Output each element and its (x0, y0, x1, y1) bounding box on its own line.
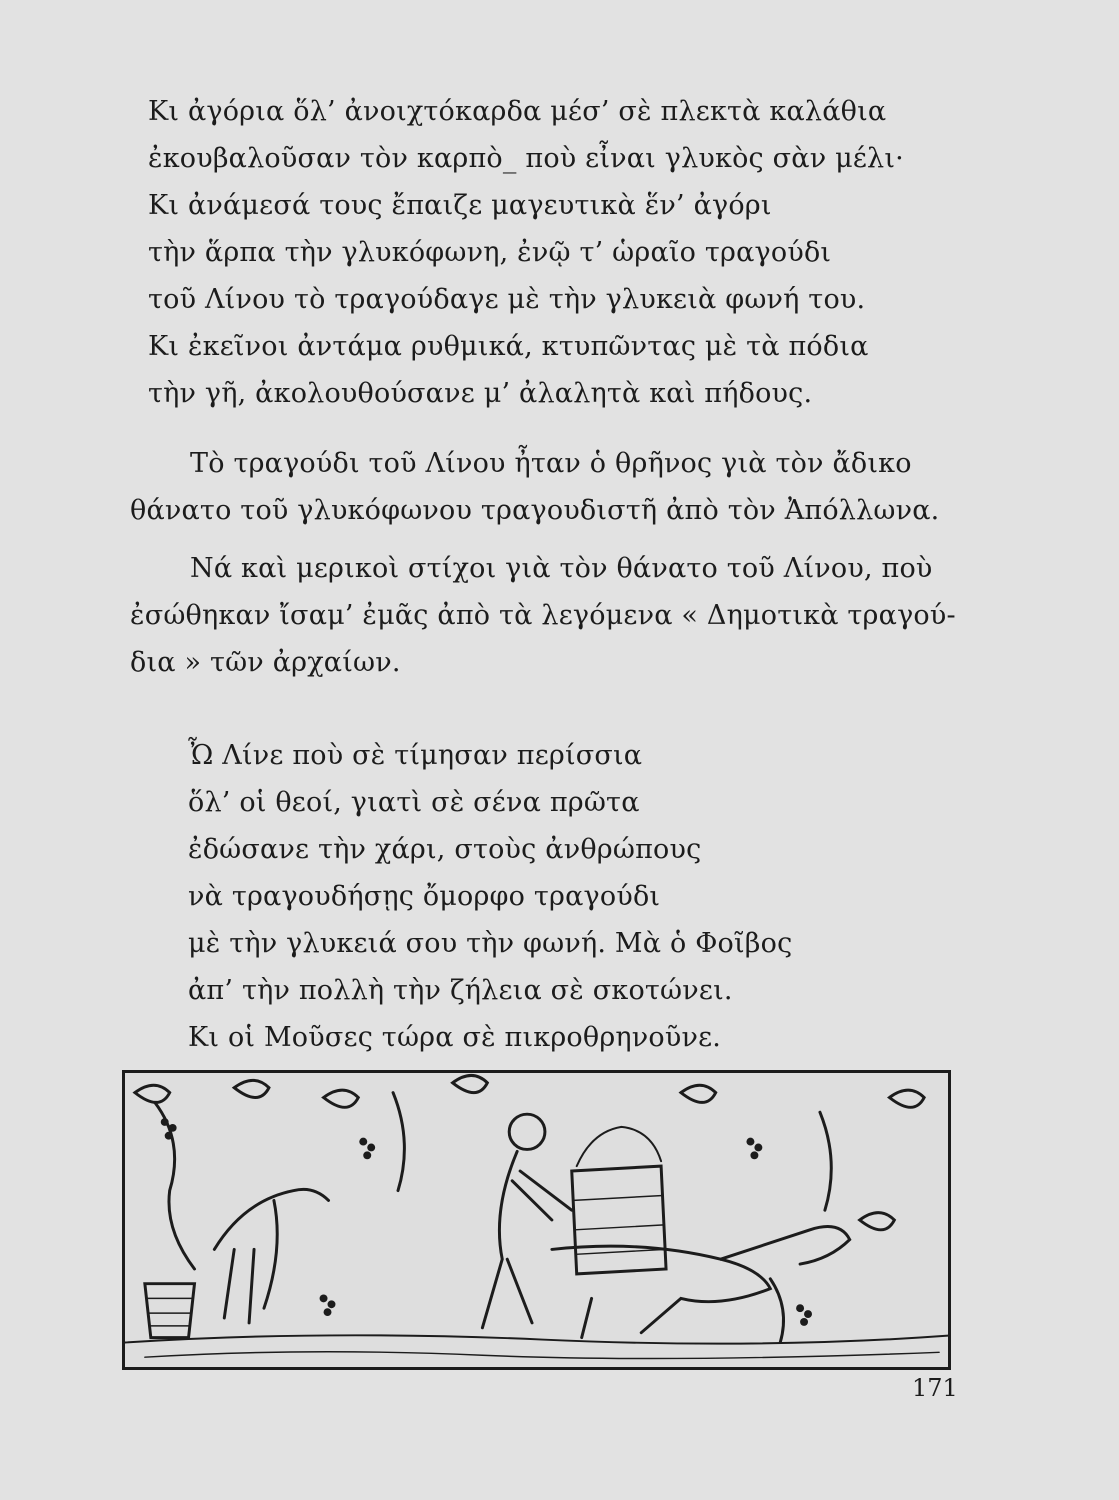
page-number: 171 (912, 1374, 958, 1402)
poem-line: ἐδώσανε τὴν χάρι, στοὺς ἀνθρώπους (188, 834, 702, 865)
poem-line: ἐκουβαλοῦσαν τὸν καρπὸ_ ποὺ εἶναι γλυκὸς σὰν μέλι· (148, 143, 904, 174)
poem-line: νὰ τραγουδήσῃς ὄμορφο τραγούδι (188, 881, 661, 912)
poem-line: τὴν γῆ, ἀκολουθούσανε μ’ ἀλαλητὰ καὶ πήδους. (148, 378, 813, 409)
grape-harvest-illustration (122, 1070, 951, 1370)
poem-line: Ὦ Λίνε ποὺ σὲ τίμησαν περίσσια (188, 740, 643, 771)
paragraph-line: θάνατο τοῦ γλυκόφωνου τραγουδιστῆ ἀπὸ τὸν Ἀπόλλωνα. (130, 495, 940, 526)
vineyard-drawing (125, 1073, 948, 1367)
paragraph-line: Τὸ τραγούδι τοῦ Λίνου ἦταν ὁ θρῆνος γιὰ τὸν ἄδικο (190, 448, 912, 479)
paragraph-line: ἐσώθηκαν ἴσαμ’ ἐμᾶς ἀπὸ τὰ λεγόμενα « Δημοτικὰ τραγού- (130, 600, 956, 631)
poem-line: ὅλ’ οἱ θεοί, γιατὶ σὲ σένα πρῶτα (188, 787, 640, 818)
poem-line: ἀπ’ τὴν πολλὴ τὴν ζήλεια σὲ σκοτώνει. (188, 975, 733, 1006)
poem-line: Κι ἐκεῖνοι ἀντάμα ρυθμικά, κτυπῶντας μὲ τὰ πόδια (148, 331, 869, 362)
paragraph-line: Νά καὶ μερικοὶ στίχοι γιὰ τὸν θάνατο τοῦ Λίνου, ποὺ (190, 553, 933, 584)
paragraph-line: δια » τῶν ἀρχαίων. (130, 647, 401, 678)
poem-line: μὲ τὴν γλυκειά σου τὴν φωνή. Μὰ ὁ Φοῖβος (188, 928, 793, 959)
poem-line: Κι ἀγόρια ὅλ’ ἀνοιχτόκαρδα μέσ’ σὲ πλεκτὰ καλάθια (148, 96, 887, 127)
poem-line: τὴν ἅρπα τὴν γλυκόφωνη, ἐνῷ τ’ ὡραῖο τραγούδι (148, 237, 832, 268)
poem-line: Κι ἀνάμεσά τους ἔπαιζε μαγευτικὰ ἕν’ ἀγόρι (148, 190, 772, 221)
poem-line: Κι οἱ Μοῦσες τώρα σὲ πικροθρηνοῦνε. (188, 1022, 722, 1053)
poem-line: τοῦ Λίνου τὸ τραγούδαγε μὲ τὴν γλυκειὰ φωνή του. (148, 284, 866, 315)
